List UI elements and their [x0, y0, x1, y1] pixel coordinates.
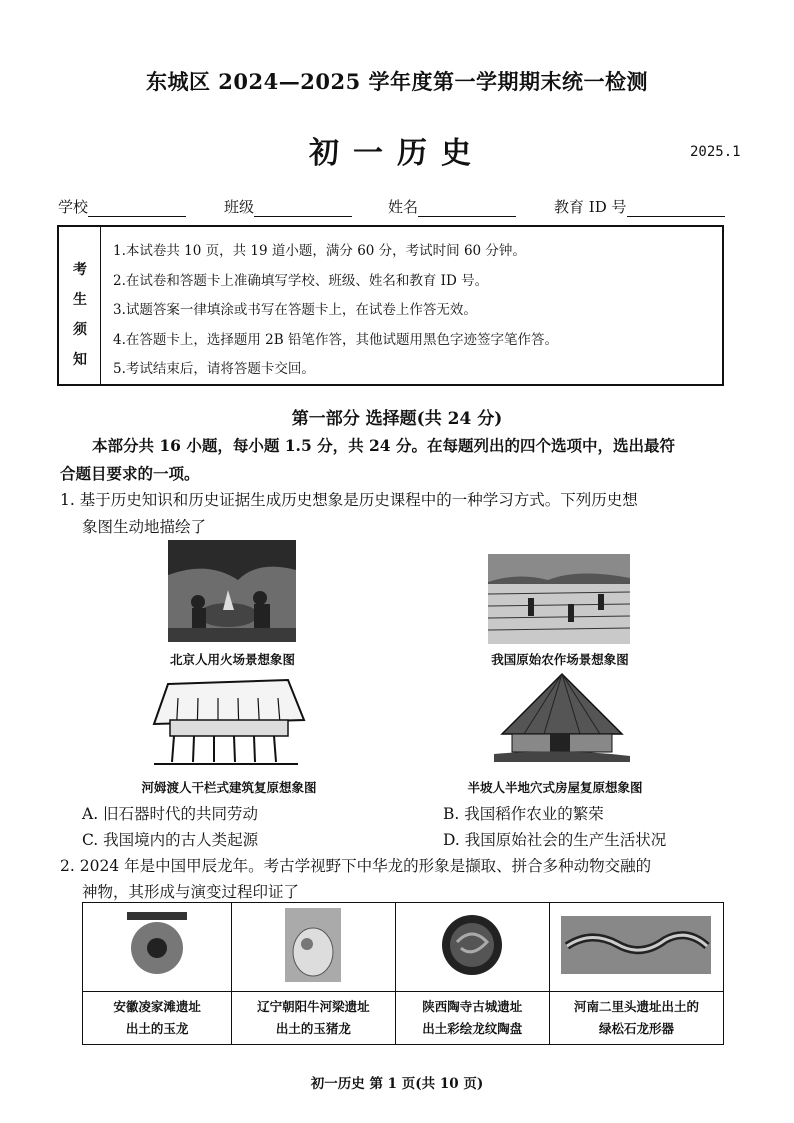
q1-option-d[interactable]: D. 我国原始社会的生产生活状况	[443, 831, 667, 849]
page-footer: 初一历史 第 1 页(共 10 页)	[310, 1076, 484, 1092]
edu-id-label: 教育 ID 号	[554, 198, 627, 216]
school-field[interactable]	[58, 196, 186, 217]
q1-caption-2: 我国原始农作场景想象图	[491, 652, 629, 667]
school-label: 学校	[58, 198, 89, 216]
notice-item: 5.考试结束后，请将答题卡交回。	[113, 361, 315, 377]
relic-caption	[232, 992, 395, 1045]
q2-stem-line2: 神物，其形成与演变过程印证了	[82, 883, 300, 901]
primitive-farming-image	[488, 554, 630, 644]
jade-dragon-lingjiatan-image	[127, 912, 187, 978]
q1-caption-4: 半坡人半地穴式房屋复原想象图	[467, 780, 643, 795]
name-label: 姓名	[388, 198, 419, 216]
jade-pig-dragon-image	[285, 908, 341, 982]
subject-title: 初一历史	[309, 136, 485, 171]
notice-item: 1.本试卷共 10 页，共 19 道小题，满分 60 分，考试时间 60 分钟。	[113, 243, 526, 259]
q2-stem-line1: 2. 2024 年是中国甲辰龙年。考古学视野下中华龙的形象是撷取、拼合多种动物交融的	[60, 857, 652, 875]
relic-image-cell	[395, 903, 549, 992]
notice-label-char: 考	[73, 262, 87, 278]
exam-date: 2025.1	[690, 144, 741, 160]
exam-title: 东城区 2024—2025 学年度第一学期期末统一检测	[145, 69, 648, 94]
turquoise-dragon-image	[561, 916, 711, 974]
notice-item: 3.试题答案一律填涂或书写在答题卡上，在试卷上作答无效。	[113, 302, 477, 318]
relic-image-cell	[232, 903, 395, 992]
q1-stem-line1: 1. 基于历史知识和历史证据生成历史想象是历史课程中的一种学习方式。下列历史想	[60, 491, 638, 509]
notice-label-char: 知	[73, 352, 87, 368]
q1-option-a[interactable]: A. 旧石器时代的共同劳动	[82, 805, 259, 823]
section-intro-line2: 合题目要求的一项。	[60, 464, 200, 483]
relic-caption-line: 绿松石龙形器	[598, 1021, 674, 1036]
q1-option-b[interactable]: B. 我国稻作农业的繁荣	[443, 805, 604, 823]
notice-label-char: 生	[73, 292, 87, 308]
relic-caption	[83, 992, 232, 1045]
section-title: 第一部分 选择题(共 24 分)	[291, 409, 503, 429]
q1-caption-1: 北京人用火场景想象图	[169, 652, 295, 667]
section-intro-line1: 本部分共 16 小题，每小题 1.5 分，共 24 分。在每题列出的四个选项中，选出最符	[92, 436, 675, 455]
hemudu-stilt-house-image	[148, 676, 308, 768]
edu-id-blank[interactable]	[627, 200, 725, 217]
peking-man-fire-image	[168, 540, 296, 642]
q1-option-c[interactable]: C. 我国境内的古人类起源	[82, 831, 259, 849]
relic-image-cell	[549, 903, 723, 992]
relic-caption-line: 出土彩绘龙纹陶盘	[422, 1021, 523, 1036]
school-blank[interactable]	[88, 200, 186, 217]
relic-caption	[549, 992, 723, 1045]
exam-notice-box	[57, 225, 724, 386]
q2-relics-table	[82, 902, 724, 1045]
notice-item: 4.在答题卡上，选择题用 2B 铅笔作答，其他试题用黑色字迹签字笔作答。	[113, 331, 558, 348]
relic-caption-line: 辽宁朝阳牛河梁遗址	[257, 999, 370, 1014]
class-label: 班级	[224, 198, 255, 216]
notice-label-char: 须	[73, 322, 87, 338]
name-blank[interactable]	[418, 200, 516, 217]
relic-caption-line: 安徽凌家滩遗址	[113, 999, 201, 1014]
q1-caption-3: 河姆渡人干栏式建筑复原想象图	[141, 780, 317, 795]
relic-caption-line: 出土的玉猪龙	[275, 1021, 351, 1036]
relic-image-cell	[83, 903, 232, 992]
notice-label	[59, 227, 101, 384]
relic-caption	[395, 992, 549, 1045]
relic-caption-line: 陕西陶寺古城遗址	[422, 999, 523, 1014]
notice-item: 2.在试卷和答题卡上准确填写学校、班级、姓名和教育 ID 号。	[113, 272, 489, 289]
edu-id-field[interactable]	[554, 196, 725, 217]
name-field[interactable]	[388, 196, 516, 217]
painted-dragon-plate-image	[439, 912, 505, 978]
notice-items	[113, 237, 558, 385]
relic-caption-line: 河南二里头遗址出土的	[573, 999, 699, 1014]
relic-caption-line: 出土的玉龙	[125, 1021, 189, 1036]
q1-stem-line2: 象图生动地描绘了	[82, 518, 207, 536]
class-field[interactable]	[224, 196, 352, 217]
class-blank[interactable]	[254, 200, 352, 217]
banpo-house-image	[494, 672, 630, 768]
